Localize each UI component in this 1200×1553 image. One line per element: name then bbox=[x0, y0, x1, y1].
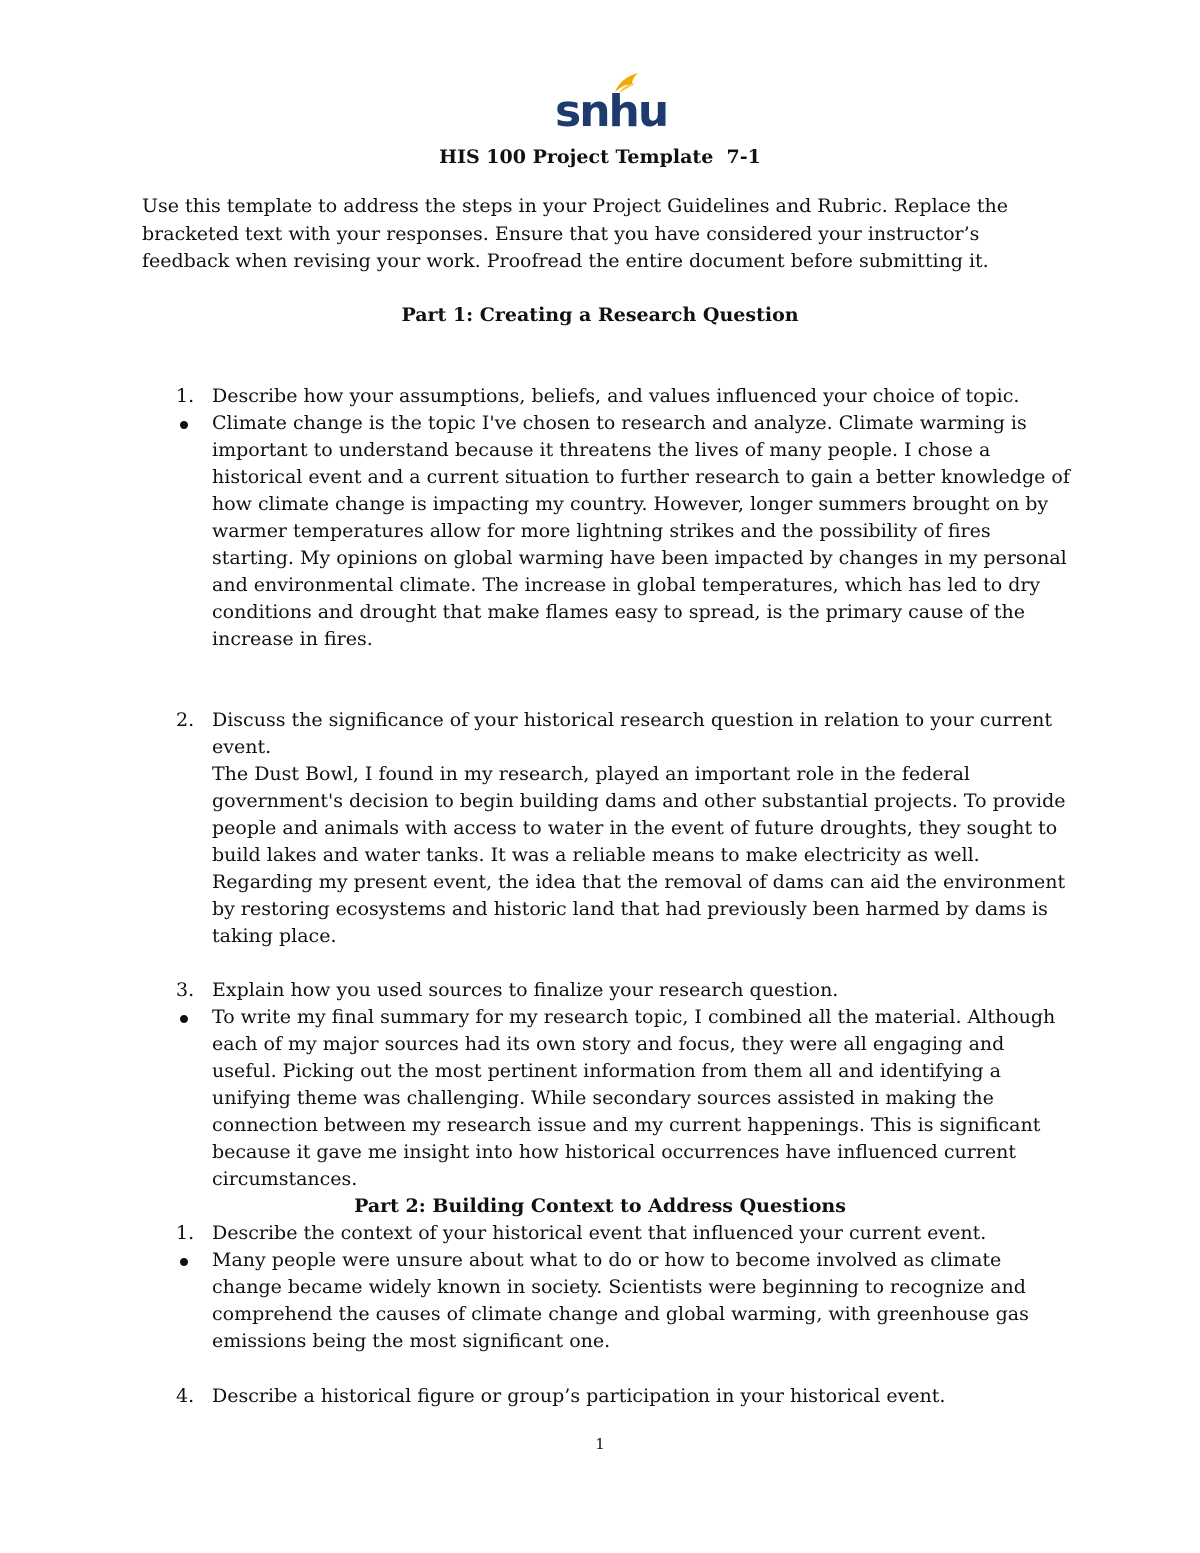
part1-question-1 bbox=[142, 383, 1072, 653]
list-number: 1. bbox=[176, 1222, 195, 1244]
question-text: Describe how your assumptions, beliefs, and values influenced your choice of topic. bbox=[212, 385, 1020, 407]
page-number: 1 bbox=[595, 1435, 605, 1453]
list-number: 2. bbox=[176, 709, 195, 731]
answer-text: The Dust Bowl, I found in my research, played an important role in the federal government's decision to begin building dams and other substantial projects. To provide people and animals with access to water in the event of future droughts, they sought to build lakes and water tanks. It was a reliable means to make electricity as well. Regarding my present event, the idea that the removal of dams can aid the environment by restoring ecosystems and historic land that had previously been harmed by dams is taking place. bbox=[212, 763, 1066, 947]
answer-text: Many people were unsure about what to do or how to become involved as climate change became widely known in society. Scientists were beginning to recognize and comprehend the causes of climate change and global warming, with greenhouse gas emissions being the most significant one. bbox=[212, 1249, 1029, 1352]
bullet-icon bbox=[180, 1015, 188, 1023]
document-title: HIS 100 Project Template 7-1 bbox=[439, 146, 761, 168]
part1-question-2 bbox=[142, 707, 1072, 950]
bullet-icon bbox=[180, 1258, 188, 1266]
part2-question-4 bbox=[142, 1383, 1072, 1410]
list-number: 1. bbox=[176, 385, 195, 407]
logo-wordmark: snhu bbox=[555, 86, 668, 137]
question-text: Describe the context of your historical event that influenced your current event. bbox=[212, 1222, 987, 1244]
list-number: 3. bbox=[176, 979, 195, 1001]
part1-heading: Part 1: Creating a Research Question bbox=[401, 304, 799, 326]
part1-question-3 bbox=[142, 977, 1072, 1193]
part2-question-1 bbox=[142, 1220, 1072, 1355]
part2-heading: Part 2: Building Context to Address Questions bbox=[354, 1195, 846, 1217]
bullet-icon bbox=[180, 421, 188, 429]
question-text: Explain how you used sources to finalize your research question. bbox=[212, 979, 839, 1001]
answer-text: Climate change is the topic I've chosen to research and analyze. Climate warming is important to understand because it threatens the lives of many people. I chose a historical event and a current situation to further research to gain a better knowledge of how climate change is impacting my country. However, longer summers brought on by warmer temperatures allow for more lightning strikes and the possibility of fires starting. My opinions on global warming have been impacted by changes in my personal and environmental climate. The increase in global temperatures, which has led to dry conditions and drought that make flames easy to spread, is the primary cause of the increase in fires. bbox=[212, 412, 1070, 650]
intro-paragraph: Use this template to address the steps in your Project Guidelines and Rubric. Replace the bracketed text with your responses. Ensure that you have considered your instructor’s feedback when revising your work. Proofread the entire document before submitting it. bbox=[142, 195, 1009, 272]
snhu-logo bbox=[555, 72, 668, 137]
answer-text: To write my final summary for my research topic, I combined all the material. Although each of my major sources had its own story and focus, they were all engaging and useful. Picking out the most pertinent information from them all and identifying a unifying theme was challenging. While secondary sources assisted in making the connection between my research issue and my current happenings. This is significant because it gave me insight into how historical occurrences have influenced current circumstances. bbox=[212, 1006, 1056, 1190]
question-text: Discuss the significance of your historical research question in relation to your current event. bbox=[212, 709, 1052, 758]
question-text: Describe a historical figure or group’s participation in your historical event. bbox=[212, 1385, 946, 1407]
list-number: 4. bbox=[176, 1385, 195, 1407]
